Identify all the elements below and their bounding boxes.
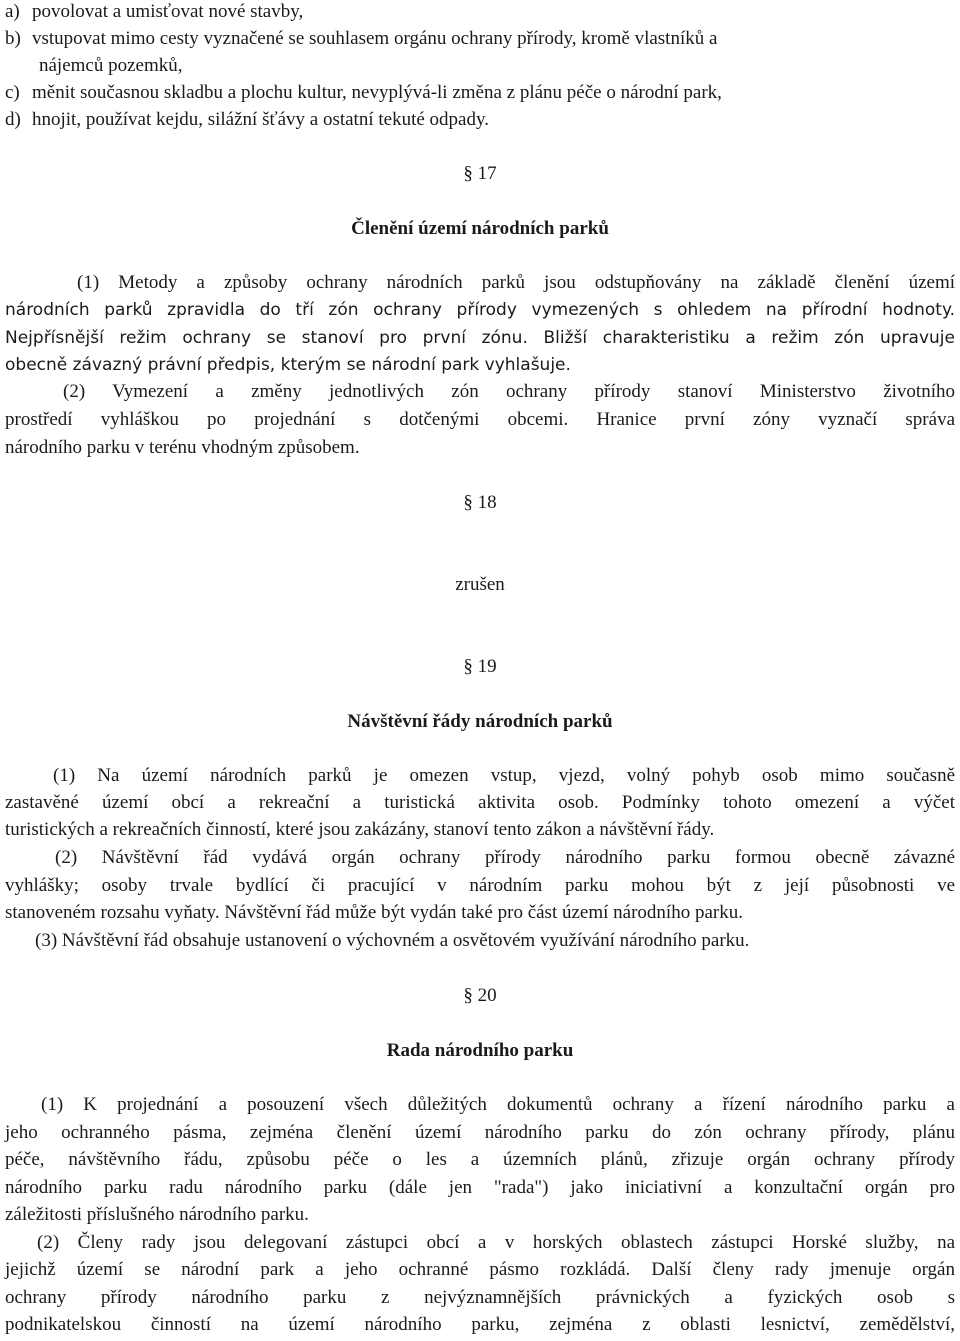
- paragraph-line: zastavěné území obcí a rekreační a turistická aktivita osob. Podmínky tohoto omezení a výčet: [5, 792, 955, 813]
- paragraph-line: prostředí vyhláškou po projednání s dotčenými obcemi. Hranice první zóny vyznačí správa: [5, 409, 955, 430]
- section-title: Členění území národních parků: [351, 218, 609, 239]
- paragraph-line: národního parku v terénu vhodným způsobem.: [5, 437, 360, 458]
- paragraph-line: podnikatelskou činností na území národního parku, zejména z oblasti lesnictví, zemědělství,: [5, 1314, 955, 1335]
- list-marker: a): [5, 1, 20, 22]
- list-marker: b): [5, 28, 21, 49]
- paragraph-line: (1) Na území národních parků je omezen vstup, vjezd, volný pohyb osob mimo současně: [53, 765, 955, 786]
- paragraph-line: Nejpřísnější režim ochrany se stanoví pro první zónu. Bližší charakteristiku a režim zón upravuje: [5, 328, 955, 348]
- paragraph-line: (3) Návštěvní řád obsahuje ustanovení o výchovném a osvětovém využívání národního parku.: [35, 930, 750, 951]
- paragraph-line: (1) Metody a způsoby ochrany národních parků jsou odstupňovány na základě členění území: [77, 272, 955, 293]
- paragraph-line: jeho ochranného pásma, zejména členění území národního parku do zón ochrany přírody, plánu: [5, 1122, 955, 1143]
- list-text: nájemců pozemků,: [39, 55, 183, 76]
- list-text: hnojit, používat kejdu, silážní šťávy a ostatní tekuté odpady.: [32, 109, 489, 130]
- paragraph-line: jejichž území se národní park a jeho ochranné pásmo rozkládá. Další členy rady jmenuje orgán: [5, 1259, 955, 1280]
- list-item: [5, 81, 722, 105]
- paragraph-line: (2) Vymezení a změny jednotlivých zón ochrany přírody stanoví Ministerstvo životního: [63, 381, 955, 402]
- paragraph-line: národního parku radu národního parku (dále jen "rada") jako iniciativní a konzultační orgán pro: [5, 1177, 955, 1198]
- paragraph-line: záležitosti příslušného národního parku.: [5, 1204, 309, 1225]
- paragraph-line: péče, návštěvního řádu, způsobu péče o les a územních plánů, zřizuje orgán ochrany přírody: [5, 1149, 955, 1170]
- paragraph-line: (2) Členy rady jsou delegovaní zástupci obcí a v horských oblastech zástupci Horské služby, na: [37, 1232, 955, 1253]
- list-marker: c): [5, 82, 20, 103]
- paragraph-line: turistických a rekreačních činností, které jsou zakázány, stanoví tento zákon a návštěvní řády.: [5, 819, 715, 840]
- section-number: § 20: [463, 985, 497, 1006]
- paragraph-line: obecně závazný právní předpis, kterým se národní park vyhlašuje.: [5, 355, 571, 375]
- section-number: § 18: [463, 492, 497, 513]
- paragraph-line: (2) Návštěvní řád vydává orgán ochrany přírody národního parku formou obecně závazné: [55, 847, 955, 868]
- paragraph-line: vyhlášky; osoby trvale bydlící či pracující v národním parku mohou být z její působnosti ve: [5, 875, 955, 896]
- section-number: § 17: [463, 163, 497, 184]
- list-item: [5, 0, 304, 24]
- section-title: Rada národního parku: [386, 1040, 574, 1061]
- section-number: § 19: [463, 656, 497, 677]
- paragraph-line: ochrany přírody národního parku z nejvýznamnějších právnických a fyzických osob s: [5, 1287, 955, 1308]
- list-text: povolovat a umisťovat nové stavby,: [32, 1, 304, 22]
- paragraph-line: (1) K projednání a posouzení všech důležitých dokumentů ochrany a řízení národního parku a: [41, 1094, 955, 1115]
- paragraph-line: stanoveném rozsahu vyňaty. Návštěvní řád může být vydán také pro část území národního parku.: [5, 902, 743, 923]
- list-text: měnit současnou skladbu a plochu kultur, nevyplývá-li změna z plánu péče o národní park,: [32, 82, 722, 103]
- list-marker: d): [5, 109, 21, 130]
- list-text: vstupovat mimo cesty vyznačené se souhlasem orgánu ochrany přírody, kromě vlastníků a: [32, 28, 718, 49]
- list-item: [5, 27, 718, 51]
- paragraph-line: národních parků zpravidla do tří zón ochrany přírody vymezených s ohledem na přírodní hodnoty.: [5, 300, 955, 320]
- list-item: [5, 108, 489, 132]
- section-title: zrušen: [455, 574, 505, 595]
- section-title: Návštěvní řády národních parků: [347, 711, 613, 732]
